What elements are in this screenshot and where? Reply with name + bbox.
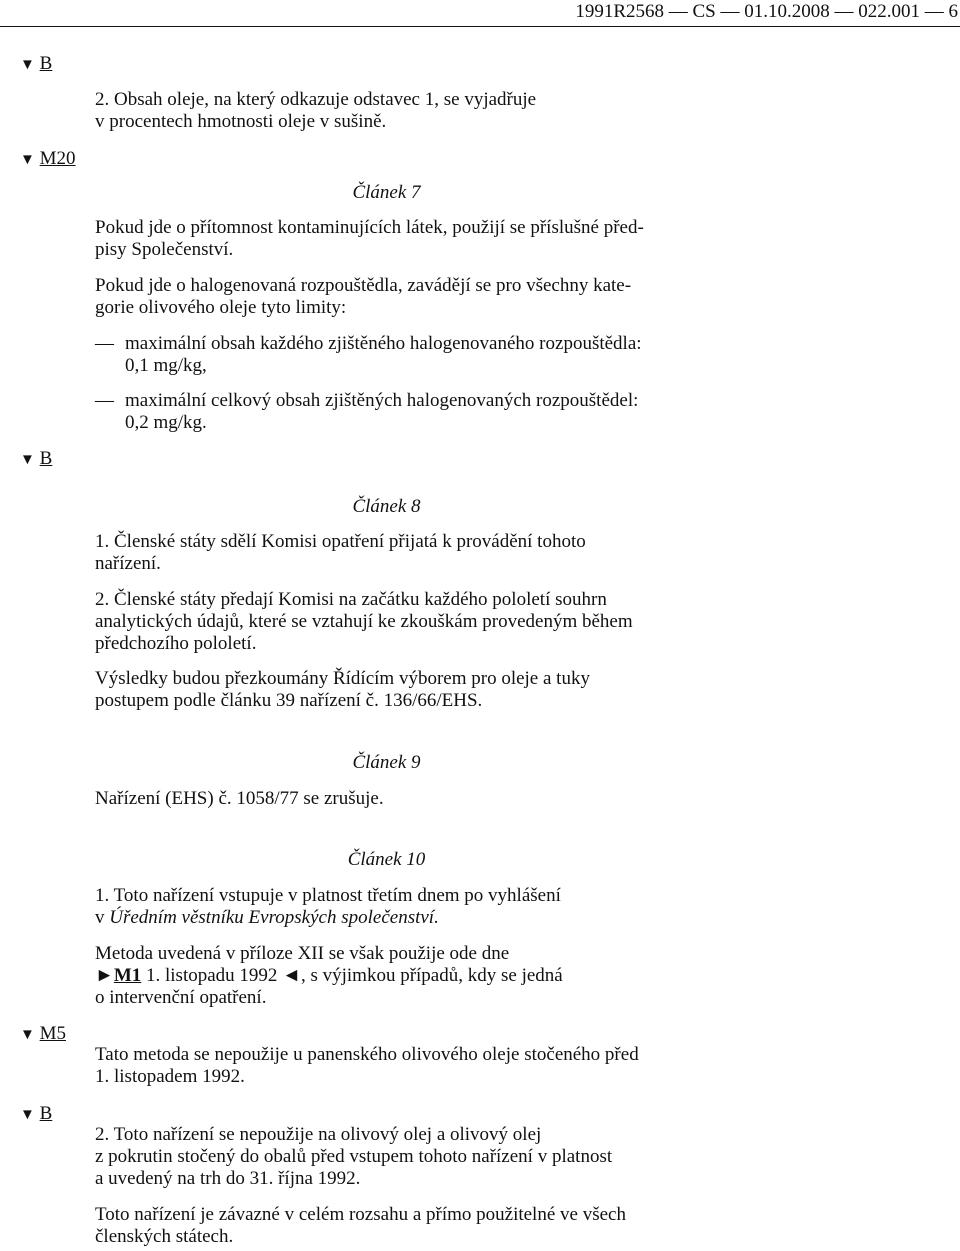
text-line: ►M1 1. listopadu 1992 ◄, s výjimkou případů, kdy se jedná	[95, 965, 563, 986]
paragraph-virgin-oil-exception	[95, 1044, 678, 1088]
article-7-heading: Článek 7	[352, 182, 421, 203]
article-8-heading: Článek 8	[352, 496, 421, 517]
paragraph-contaminants	[95, 217, 678, 261]
text-line: o intervenční opatření.	[95, 987, 267, 1008]
document-header: 1991R2568 — CS — 01.10.2008 — 022.001 — 6	[575, 1, 958, 22]
paragraph-entry-into-force	[95, 885, 678, 929]
amendment-marker-b	[20, 1102, 52, 1127]
triangle-down-icon: ▼	[20, 1027, 35, 1043]
triangle-down-icon: ▼	[20, 452, 35, 468]
paragraph-notification	[95, 531, 678, 575]
text-line: 1. Toto nařízení vstupuje v platnost třetím dnem po vyhlášení	[95, 885, 561, 906]
text-line: členských státech.	[95, 1226, 234, 1247]
triangle-down-icon: ▼	[20, 57, 35, 73]
paragraph-oil-content	[95, 89, 678, 133]
text-line: a uvedený na trh do 31. října 1992.	[95, 1168, 361, 1189]
text-line: postupem podle článku 39 nařízení č. 136/66/EHS.	[95, 690, 483, 711]
journal-title: Úředním věstníku Evropských společenství.	[109, 907, 439, 928]
text-line: Výsledky budou přezkoumány Řídícím výborem pro oleje a tuky	[95, 668, 590, 689]
text-line: 1. listopadem 1992.	[95, 1066, 245, 1087]
text-line: nařízení.	[95, 553, 161, 574]
amendment-reference-m1[interactable]: M1	[113, 965, 142, 986]
text-line: 2. Toto nařízení se nepoužije na olivový olej a olivový olej	[95, 1124, 542, 1145]
list-item-text	[125, 333, 678, 377]
paragraph-summary-data	[95, 589, 678, 655]
text-line: Pokud jde o halogenovaná rozpouštědla, zavádějí se pro všechny kate-	[95, 275, 632, 296]
text-line: pisy Společenství.	[95, 239, 234, 260]
triangle-down-icon: ▼	[20, 1107, 35, 1123]
paragraph-repeal: Nařízení (EHS) č. 1058/77 se zrušuje.	[95, 788, 384, 809]
text-line: analytických údajů, které se vztahují ke zkouškám provedeným během	[95, 611, 633, 632]
list-item	[95, 333, 678, 377]
amendment-marker-m20	[20, 147, 76, 172]
marker-code: M20	[39, 148, 76, 169]
header-rule	[0, 26, 960, 27]
dash-bullet: —	[95, 390, 114, 411]
article-9-heading: Článek 9	[352, 752, 421, 773]
text-line: 2. Členské státy předají Komisi na začátku každého pololetí souhrn	[95, 589, 607, 610]
text-line: Toto nařízení je závazné v celém rozsahu a přímo použitelné ve všech	[95, 1204, 626, 1225]
text-line: maximální obsah každého zjištěného halogenovaného rozpouštědla:	[125, 333, 642, 354]
text-line: v procentech hmotnosti oleje v sušině.	[95, 111, 387, 132]
marker-code: B	[39, 448, 53, 469]
arrow-right-icon: ►	[95, 965, 114, 986]
list-item	[95, 390, 678, 434]
text-line: 2. Obsah oleje, na který odkazuje odstavec 1, se vyjadřuje	[95, 89, 537, 110]
text-line: 1. Členské státy sdělí Komisi opatření přijatá k provádění tohoto	[95, 531, 586, 552]
paragraph-binding	[95, 1204, 678, 1248]
text-line: předchozího pololetí.	[95, 633, 257, 654]
paragraph-method-date	[95, 943, 678, 1009]
marker-code: M5	[39, 1023, 67, 1044]
text-line: 0,1 mg/kg,	[125, 355, 207, 376]
amendment-marker-b	[20, 447, 52, 472]
text-line: Pokud jde o přítomnost kontaminujících látek, použijí se příslušné před-	[95, 217, 644, 238]
text-line: Metoda uvedená v příloze XII se však použije ode dne	[95, 943, 510, 964]
amendment-marker-m5	[20, 1022, 66, 1047]
text-line: 0,2 mg/kg.	[125, 412, 207, 433]
text-line: maximální celkový obsah zjištěných halogenovaných rozpouštědel:	[125, 390, 639, 411]
triangle-down-icon: ▼	[20, 152, 35, 168]
paragraph-halogenated-solvents	[95, 275, 678, 319]
amendment-marker-b	[20, 52, 52, 77]
marker-code: B	[39, 53, 53, 74]
marker-code: B	[39, 1103, 53, 1124]
text-line: gorie olivového oleje tyto limity:	[95, 297, 347, 318]
text-line: v Úředním věstníku Evropských společenství.	[95, 907, 439, 928]
paragraph-review	[95, 668, 678, 712]
text-line: Tato metoda se nepoužije u panenského olivového oleje stočeného před	[95, 1044, 639, 1065]
article-10-heading: Článek 10	[347, 849, 426, 870]
text-line: z pokrutin stočený do obalů před vstupem tohoto nařízení v platnost	[95, 1146, 613, 1167]
list-item-text	[125, 390, 678, 434]
dash-bullet: —	[95, 333, 114, 354]
paragraph-pomace-oil	[95, 1124, 678, 1190]
